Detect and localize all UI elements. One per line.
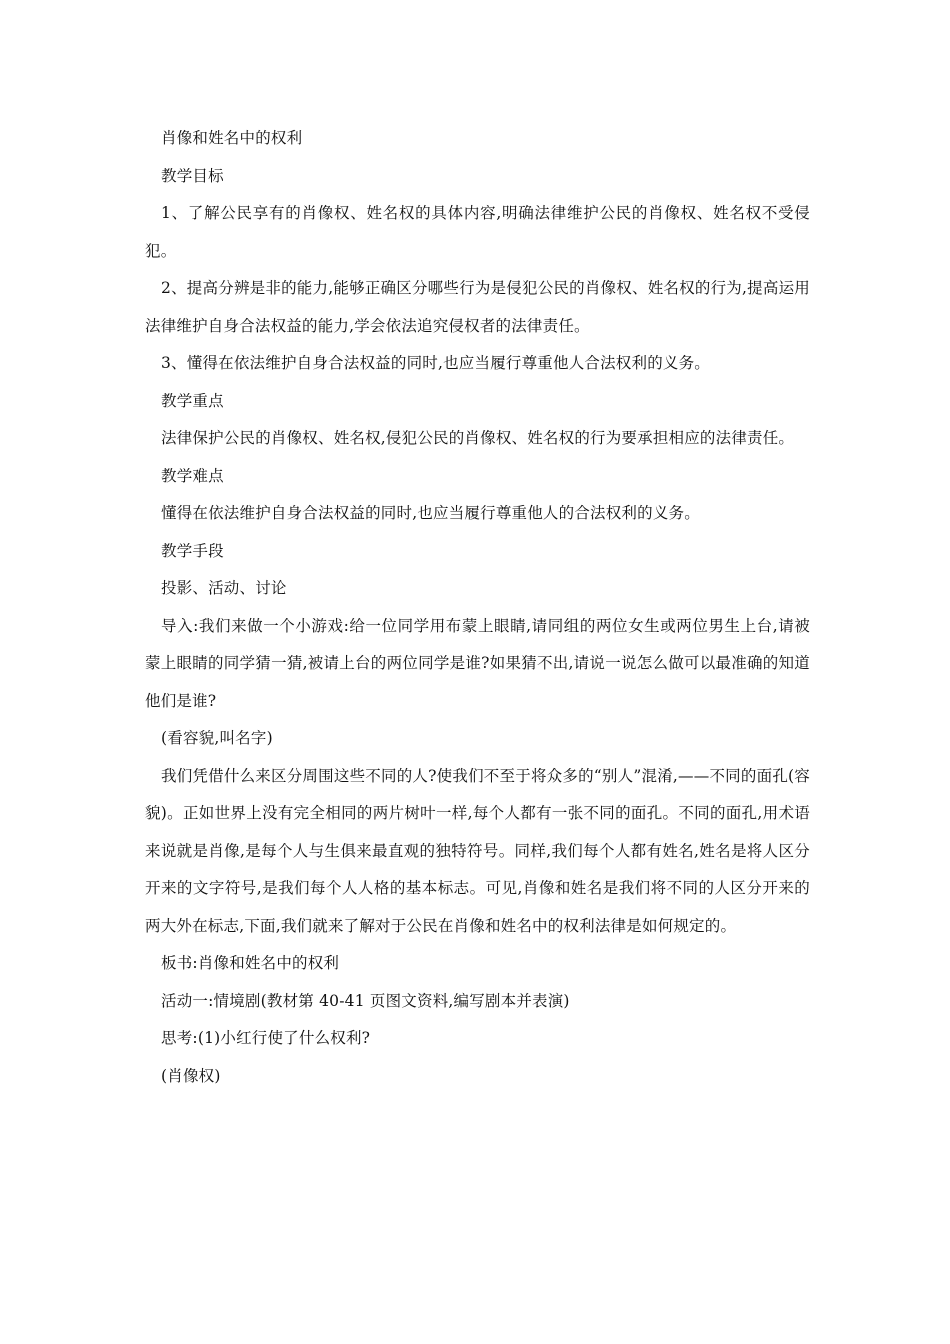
document-title: 肖像和姓名中的权利: [161, 129, 303, 147]
introduction-answer: (看容貌,叫名字): [161, 729, 273, 747]
key-points-text: 法律保护公民的肖像权、姓名权,侵犯公民的肖像权、姓名权的行为要承担相应的法律责任。: [161, 429, 795, 447]
teaching-means-text: 投影、活动、讨论: [161, 579, 287, 597]
introduction-text: 导入:我们来做一个小游戏:给一位同学用布蒙上眼睛,请同组的两位女生或两位男生上台,请被蒙上眼睛的同学猜一猜,被请上台的两位同学是谁?如果猜不出,请说一说怎么做可以最准确的知道他们是谁?: [145, 616, 810, 710]
heading-key-points: 教学重点: [161, 391, 224, 410]
goal-item-3: 3、懂得在依法维护自身合法权益的同时,也应当履行尊重他人合法权利的义务。: [161, 354, 710, 372]
heading-teaching-means: 教学手段: [161, 541, 224, 560]
difficulties-text: 懂得在依法维护自身合法权益的同时,也应当履行尊重他人的合法权利的义务。: [161, 504, 700, 522]
goal-item-1: 1、了解公民享有的肖像权、姓名权的具体内容,明确法律维护公民的肖像权、姓名权不受侵犯。: [145, 204, 810, 260]
thinking-answer: (肖像权): [161, 1066, 221, 1085]
discussion-paragraph: 我们凭借什么来区分周围这些不同的人?使我们不至于将众多的“别人”混淆,——不同的面孔(容貌)。正如世界上没有完全相同的两片树叶一样,每个人都有一张不同的面孔。不同的面孔,用术语来说就是肖像,是每个人与生俱来最直观的独特符号。同样,我们每个人都有姓名,姓名是将人区分开来的文字符号,是我们每个人人格的基本标志。可见,肖像和姓名是我们将不同的人区分开来的两大外在标志,下面,我们就来了解对于公民在肖像和姓名中的权利法律是如何规定的。: [145, 766, 810, 935]
heading-difficulties: 教学难点: [161, 466, 224, 485]
thinking-question: 思考:(1)小红行使了什么权利?: [161, 1029, 371, 1047]
heading-teaching-goals: 教学目标: [161, 166, 224, 185]
document-body: [145, 120, 810, 1095]
goal-item-2: 2、提高分辨是非的能力,能够正确区分哪些行为是侵犯公民的肖像权、姓名权的行为,提高运用法律维护自身合法权益的能力,学会依法追究侵权者的法律责任。: [145, 279, 810, 335]
blackboard-note: 板书:肖像和姓名中的权利: [161, 954, 340, 972]
activity-one: 活动一:情境剧(教材第 40-41 页图文资料,编写剧本并表演): [161, 991, 570, 1010]
